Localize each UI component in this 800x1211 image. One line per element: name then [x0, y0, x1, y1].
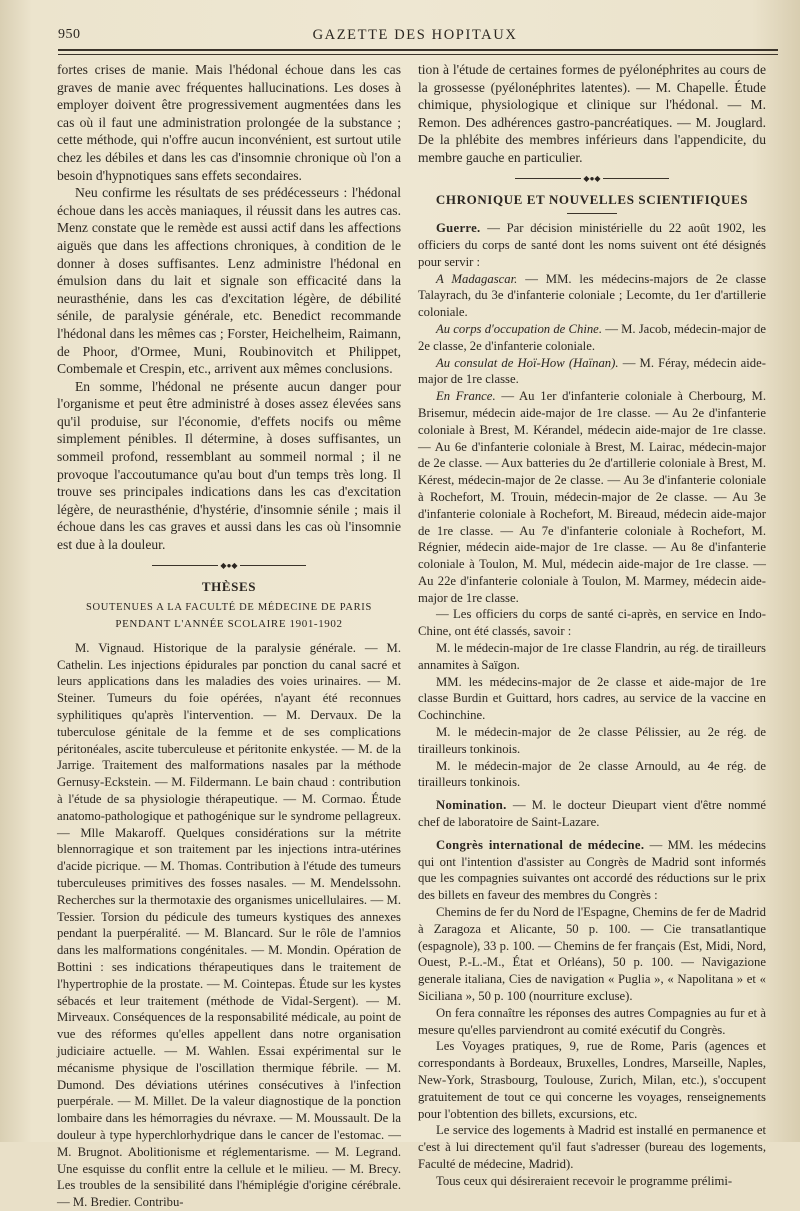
theses-list: M. Vignaud. Historique de la paralysie générale. — M. Cathelin. Les injections épidurales par ponction du canal sacré et leurs applications dans les maladies des voies urinaires. — M. Steiner. Tumeurs du foie opérées, n'ayant été reconnues syphilitiques qu'après l'intervention. — M. Dervaux. De la tuberculose génitale de la femme et de ses complications péritonéales, ascite tuberculeuse et péritonite enkystée. — M. de la Jarrige. Traitement des malformations nasales par la méthode Gernusy-Eckstein. — M. Fildermann. Le bain chaud : contribution à l'étude de sa physiologie thérapeutique. — M. Cormao. Étude anatomo-pathologique et pathogénique sur le syndrome pellagreux. — Mlle Makaroff. Quelques considérations sur la métrite blennorragique et son traitement par les injections intra-utérines d'acide picrique. — M. Thomas. Contribution à l'étude des tumeurs tuberculeuses primitives des fosses nasales. — M. Mendelssohn. Recherches sur la thermotaxie des organismes unicellulaires. — M. Tessier. Torsion du pédicule des tumeurs kystiques des annexes pendant la puerpéralité. — M. Blancard. Sur le rôle de l'amnios dans les malformations congénitales. — M. Mondin. Opération de Bottini : ses indications thérapeutiques dans le traitement de l'hypertrophie de la prostate. — M. Cointepas. Étude sur les kystes sébacés et leur traitement (méthode de Vidal-Sergent). — M. Mirveaux. Conséquences de la responsabilité médicale, au point de vue des réformes qu'elles appellent dans notre organisation judiciaire actuelle. — M. Wahlen. Essai expérimental sur le mécanisme physique de l'oscillation thermique fébrile. — M. Dumond. Des déviations utérines consécutives à l'infection puerpérale. — M. Millet. De la valeur diagnostique de la ponction lombaire dans les hémorragies du névraxe. — M. Moussault. De la douleur à type hyperchlorhydrique dans le cancer de l'estomac. — M. Brugnot. Abolitionisme et réglementarisme. — M. Legrand. Une esquisse du conflit entre la cellule et le milieu. — M. Brecy. Les troubles de la sensibilité dans l'hémiplégie d'origine cérébrale. — M. Bredier. Contribu- — [57, 640, 401, 1210]
left-column — [57, 61, 401, 1211]
right-column — [418, 61, 766, 1190]
header-rule — [58, 49, 778, 51]
section-title-theses: THÈSES — [201, 578, 257, 594]
news-item: MM. les médecins-major de 2e classe et aide-major de 1re classe Burdin et Guittard, hors cadres, au service de la vaccine en Cochinchine. — [418, 674, 766, 723]
news-item: Les Voyages pratiques, 9, rue de Rome, Paris (agences et correspondants à Bordeaux, Bruxelles, Londres, Marseille, Naples, New-York, Strasbourg, Toulouse, Zurich, Milan, etc.), s'occupent gratuitement de tout ce qui concerne les voyages, renseignements pour l'obtention des billets, excursions, etc. — [418, 1039, 766, 1121]
news-item: Le service des logements à Madrid est installé en permanence et c'est à lui directement qu'il faut s'adresser (bureau des logements, Faculté de médecine, Madrid). — [418, 1123, 766, 1171]
news-item: M. le médecin-major de 2e classe Arnould, au 4e rég. de tirailleurs tonkinois. — [418, 758, 766, 790]
news-france: En France. — Au 1er d'infanterie coloniale à Cherbourg, M. Brisemur, médecin aide-major de 1re classe. — Au 2e d'infanterie coloniale à Brest, M. Kérandel, médecin aide-major de 1re classe. — Au 6e d'infanterie coloniale à Brest, M. Lairac, médecin-major de 2e classe. — Aux batteries du 2e d'artillerie coloniale à Brest, M. Kérest, médecin-major de 2e classe. — Au 3e d'infanterie coloniale à Rochefort, M. Trouin, médecin-major de 2e classe. — Au 3e d'infanterie coloniale à Rochefort, M. Bireaud, médecin aide-major de 1re classe. — Au 7e d'infanterie coloniale à Rochefort, M. Régnier, médecin aide-major de 1re classe. — Au 8e d'infanterie coloniale à Toulon, M. Mul, médecin aide-major de 1re classe. — Au 22e d'infanterie coloniale à Toulon, M. Marmey, médecin aide-major de 1re classe. — [418, 389, 766, 605]
news-item: M. le médecin-major de 1re classe Flandrin, au rég. de tirailleurs annamites à Saïgon. — [418, 641, 766, 672]
news-congres: Congrès international de médecine. — MM. les médecins qui ont l'intention d'assister au Congrès de Madrid sont informés que les compagnies suivantes ont accordé des réductions sur le prix des billets en faveur des membres du Congrès : — [418, 837, 766, 903]
paragraph: tion à l'étude de certaines formes de pyélonéphrites au cours de la grossesse (pyélonéphrites latentes). — M. Chapelle. Étude chimique, physiologique et clinique sur l'hédonal. — M. Remon. Des adhérences gastro-pancréatiques. — M. Jouglard. De la phlébite des membres inférieurs dans l'appendicite, du membre gauche en particulier. — [418, 62, 766, 165]
page-number: 950 — [58, 27, 81, 42]
divider — [567, 213, 617, 214]
running-header — [52, 26, 778, 50]
news-indochine: — Les officiers du corps de santé ci-après, en service en Indo-Chine, ont été classés, savoir : — [418, 607, 766, 639]
section-subtitle: SOUTENUES A LA FACULTÉ DE MÉDECINE DE PARIS — [85, 602, 373, 614]
news-chine: Au corps d'occupation de Chine. — M. Jacob, médecin-major de 2e classe, 2e d'infanterie coloniale. — [418, 321, 766, 353]
news-item: M. le médecin-major de 2e classe Pélissier, au 2e rég. de tirailleurs tonkinois. — [418, 725, 766, 756]
section-title-chronique: CHRONIQUE ET NOUVELLES SCIENTIFIQUES — [435, 191, 749, 207]
journal-title: GAZETTE DES HOPITAUX — [312, 27, 518, 43]
news-item: Chemins de fer du Nord de l'Espagne, Chemins de fer de Madrid à Zaragoza et Alicante, 50 p. 100. — Cie transatlantique (espagnole), 33 p. 100. — Chemins de fer français (Est, Midi, Nord, Ouest, P.-L.-M., État et Orléans), 50 p. 100. — Navigazione generale italiana, Cies de navigation « Puglia », « Napolitana » et « Siciliana », 50 p. 100 (nourriture excluse). — [418, 905, 766, 1004]
paragraph: En somme, l'hédonal ne présente aucun danger pour l'organisme et peut être administré à doses assez élevées sans qu'il produise, sur l'économie, d'effets nocifs ou même simplement pénibles. Il détermine, à doses suffisantes, un sommeil profond, ressemblant au sommeil normal ; il ne provoque l'accoutumance qu'au bout d'un temps très long. Il trouve ses principales indications dans les cas d'excitation légère, de neurasthénie, d'hystérie, d'insomnie sénile ; mais il échoue dans les cas graves et aussi dans les cas où l'insomnie est due à la douleur. — [57, 378, 401, 553]
news-hoihow: Au consulat de Hoï-How (Haïnan). — M. Féray, médecin aide-major de 1re classe. — [418, 355, 766, 387]
section-ornament: ◆●◆ — [57, 562, 401, 570]
header-rule-thin — [58, 54, 778, 55]
news-nomination: Nomination. — M. le docteur Dieupart vient d'être nommé chef de laboratoire de Saint-Lazare. — [418, 798, 766, 830]
paragraph: fortes crises de manie. Mais l'hédonal échoue dans les cas graves de manie avec fréquentes hallucinations. Les doses à employer doivent être progressivement augmentées dans les cas où il faut une administration prolongée de la substance ; cette méthode, qui n'offre aucun inconvénient, est surtout utile chez les débiles et dans les cas d'insomnie chronique où l'on a besoin d'hypnotiques sans effets secondaires. — [57, 62, 401, 183]
news-item: On fera connaître les réponses des autres Compagnies au fur et à mesure qu'elles parviendront au comité exécutif du Congrès. — [418, 1005, 766, 1037]
section-ornament: ◆●◆ — [418, 175, 766, 183]
news-item: Tous ceux qui désireraient recevoir le programme prélimi- — [436, 1173, 733, 1188]
section-subtitle: PENDANT L'ANNÉE SCOLAIRE 1901-1902 — [115, 618, 343, 631]
news-guerre: Guerre. — Par décision ministérielle du 22 août 1902, les officiers du corps de santé dont les noms suivent ont été désignés pour servir : — [418, 221, 766, 269]
paragraph: Neu confirme les résultats de ses prédécesseurs : l'hédonal échoue dans les accès maniaques, il réussit dans les autres cas. Menz constate que le remède est aussi actif dans les affections aiguës que dans les affections chroniques, à condition de le donner à doses suffisantes. Lenz administre l'hédonal en émulsion dans du lait et signale son efficacité dans la neurasthénie, dans les cas d'excitation légère, de débilité sénile, de paralysie générale, etc. Benedict recommande l'hédonal dans les mêmes cas ; Forster, Heichelheim, Raimann, de Phoor, d'Ormee, Muni, Roubinovitch et Philippet, Combemale et Crespin, etc., arrivent aux mêmes conclusions. — [57, 185, 401, 377]
news-madagascar: A Madagascar. — MM. les médecins-majors de 2e classe Talayrach, du 3e d'infanterie coloniale ; Lecomte, du 1er d'artillerie coloniale. — [418, 271, 766, 320]
